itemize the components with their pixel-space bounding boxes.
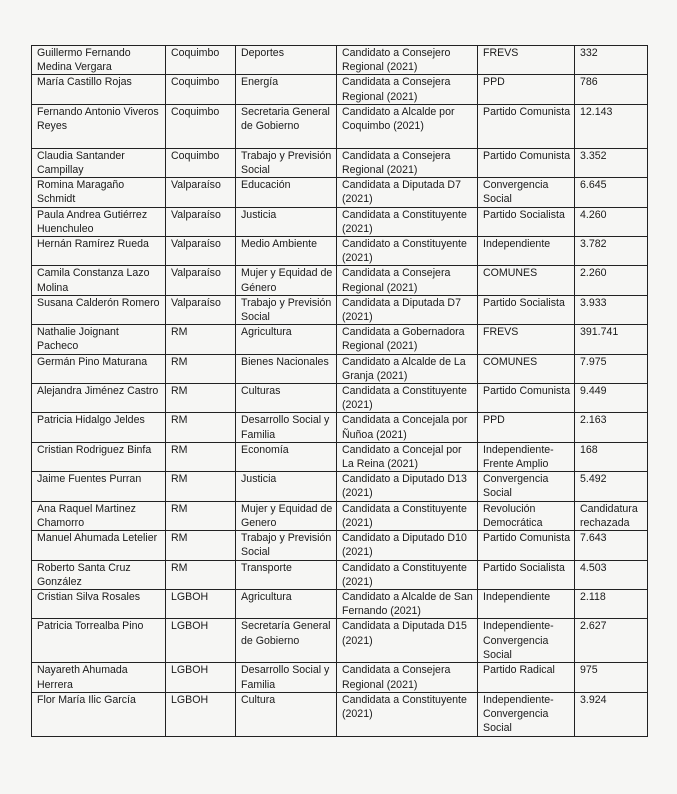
table-row: [32, 560, 648, 589]
cell-name: Cristian Silva Rosales: [32, 589, 166, 618]
cell-votes: 3.933: [575, 295, 648, 324]
cell-votes: 975: [575, 663, 648, 692]
cell-candidacy: Candidata a Concejala por Ñuñoa (2021): [337, 413, 478, 442]
cell-region: RM: [166, 560, 236, 589]
cell-candidacy: Candidata a Diputada D15 (2021): [337, 619, 478, 663]
cell-party: Convergencia Social: [478, 472, 575, 501]
cell-ministry: Bienes Nacionales: [236, 354, 337, 383]
cell-candidacy: Candidata a Consejera Regional (2021): [337, 148, 478, 177]
cell-party: COMUNES: [478, 266, 575, 295]
cell-candidacy: Candidata a Consejera Regional (2021): [337, 663, 478, 692]
cell-name: Manuel Ahumada Letelier: [32, 531, 166, 560]
cell-candidacy: Candidato a Concejal por La Reina (2021): [337, 442, 478, 471]
cell-party: Convergencia Social: [478, 178, 575, 207]
cell-party: Independiente-Convergencia Social: [478, 619, 575, 663]
table-row: [32, 692, 648, 736]
cell-ministry: Mujer y Equidad de Género: [236, 266, 337, 295]
cell-region: LGBOH: [166, 589, 236, 618]
cell-party: Partido Comunista: [478, 104, 575, 148]
cell-candidacy: Candidata a Gobernadora Regional (2021): [337, 325, 478, 354]
cell-ministry: Educación: [236, 178, 337, 207]
cell-candidacy: Candidato a Alcalde por Coquimbo (2021): [337, 104, 478, 148]
cell-votes: 4.260: [575, 207, 648, 236]
cell-name: Camila Constanza Lazo Molina: [32, 266, 166, 295]
cell-name: Roberto Santa Cruz González: [32, 560, 166, 589]
cell-region: RM: [166, 354, 236, 383]
cell-votes: Candidatura rechazada: [575, 501, 648, 530]
cell-candidacy: Candidato a Diputado D10 (2021): [337, 531, 478, 560]
cell-candidacy: Candidata a Consejera Regional (2021): [337, 75, 478, 104]
table-row: [32, 472, 648, 501]
cell-region: RM: [166, 442, 236, 471]
cell-region: Valparaíso: [166, 178, 236, 207]
cell-party: Revolución Democrática: [478, 501, 575, 530]
cell-votes: 2.118: [575, 589, 648, 618]
cell-region: LGBOH: [166, 663, 236, 692]
cell-ministry: Secretaría General de Gobierno: [236, 619, 337, 663]
table-row: [32, 266, 648, 295]
cell-party: COMUNES: [478, 354, 575, 383]
cell-votes: 3.924: [575, 692, 648, 736]
cell-ministry: Deportes: [236, 46, 337, 75]
cell-ministry: Mujer y Equidad de Genero: [236, 501, 337, 530]
cell-party: Independiente-Frente Amplio: [478, 442, 575, 471]
cell-name: Patricia Hidalgo Jeldes: [32, 413, 166, 442]
cell-region: Valparaíso: [166, 295, 236, 324]
cell-ministry: Justicia: [236, 207, 337, 236]
table-row: [32, 589, 648, 618]
cell-ministry: Economía: [236, 442, 337, 471]
cell-region: RM: [166, 413, 236, 442]
cell-votes: 5.492: [575, 472, 648, 501]
cell-name: Susana Calderón Romero: [32, 295, 166, 324]
cell-ministry: Cultura: [236, 692, 337, 736]
cell-votes: 786: [575, 75, 648, 104]
cell-votes: 391.741: [575, 325, 648, 354]
cell-ministry: Justicia: [236, 472, 337, 501]
cell-party: Independiente: [478, 589, 575, 618]
cell-ministry: Transporte: [236, 560, 337, 589]
cell-ministry: Agricultura: [236, 325, 337, 354]
cell-name: Patricia Torrealba Pino: [32, 619, 166, 663]
cell-region: Valparaíso: [166, 266, 236, 295]
table-row: [32, 295, 648, 324]
cell-party: FREVS: [478, 46, 575, 75]
table-row: [32, 75, 648, 104]
table-row: [32, 46, 648, 75]
cell-votes: 4.503: [575, 560, 648, 589]
cell-votes: 168: [575, 442, 648, 471]
cell-ministry: Trabajo y Previsión Social: [236, 531, 337, 560]
cell-ministry: Secretaria General de Gobierno: [236, 104, 337, 148]
cell-name: Guillermo Fernando Medina Vergara: [32, 46, 166, 75]
cell-name: Nathalie Joignant Pacheco: [32, 325, 166, 354]
table-row: [32, 178, 648, 207]
cell-region: RM: [166, 501, 236, 530]
cell-candidacy: Candidata a Diputada D7 (2021): [337, 295, 478, 324]
table-row: [32, 501, 648, 530]
cell-votes: 2.627: [575, 619, 648, 663]
cell-party: Independiente: [478, 237, 575, 266]
cell-name: Flor María Ilic García: [32, 692, 166, 736]
cell-name: Claudia Santander Campillay: [32, 148, 166, 177]
cell-party: Partido Socialista: [478, 560, 575, 589]
cell-votes: 2.163: [575, 413, 648, 442]
cell-name: Jaime Fuentes Purran: [32, 472, 166, 501]
cell-votes: 6.645: [575, 178, 648, 207]
table-row: [32, 354, 648, 383]
cell-party: Partido Socialista: [478, 207, 575, 236]
cell-ministry: Medio Ambiente: [236, 237, 337, 266]
cell-candidacy: Candidato a Constituyente (2021): [337, 237, 478, 266]
cell-votes: 12.143: [575, 104, 648, 148]
cell-name: Romina Maragaño Schmidt: [32, 178, 166, 207]
cell-ministry: Culturas: [236, 384, 337, 413]
cell-name: Ana Raquel Martinez Chamorro: [32, 501, 166, 530]
cell-votes: 3.352: [575, 148, 648, 177]
cell-party: PPD: [478, 413, 575, 442]
cell-ministry: Energía: [236, 75, 337, 104]
cell-candidacy: Candidato a Diputado D13 (2021): [337, 472, 478, 501]
table-row: [32, 325, 648, 354]
cell-candidacy: Candidata a Diputada D7 (2021): [337, 178, 478, 207]
table-row: [32, 384, 648, 413]
cell-name: Nayareth Ahumada Herrera: [32, 663, 166, 692]
table-row: [32, 619, 648, 663]
cell-votes: 2.260: [575, 266, 648, 295]
cell-region: LGBOH: [166, 619, 236, 663]
cell-candidacy: Candidata a Constituyente (2021): [337, 384, 478, 413]
cell-ministry: Trabajo y Previsión Social: [236, 295, 337, 324]
cell-ministry: Desarrollo Social y Familia: [236, 413, 337, 442]
cell-region: Coquimbo: [166, 75, 236, 104]
cell-votes: 7.975: [575, 354, 648, 383]
cell-region: Valparaíso: [166, 237, 236, 266]
cell-name: Alejandra Jiménez Castro: [32, 384, 166, 413]
table-row: [32, 237, 648, 266]
table-body: [32, 46, 648, 737]
candidates-table: [31, 45, 648, 737]
cell-region: Coquimbo: [166, 104, 236, 148]
cell-name: María Castillo Rojas: [32, 75, 166, 104]
table-row: [32, 148, 648, 177]
cell-candidacy: Candidato a Consejero Regional (2021): [337, 46, 478, 75]
table-row: [32, 413, 648, 442]
cell-votes: 7.643: [575, 531, 648, 560]
cell-region: RM: [166, 325, 236, 354]
cell-candidacy: Candidato a Alcalde de La Granja (2021): [337, 354, 478, 383]
table-row: [32, 207, 648, 236]
cell-party: Partido Radical: [478, 663, 575, 692]
cell-candidacy: Candidata a Constituyente (2021): [337, 692, 478, 736]
table-row: [32, 663, 648, 692]
cell-votes: 332: [575, 46, 648, 75]
cell-region: RM: [166, 384, 236, 413]
cell-candidacy: Candidato a Constituyente (2021): [337, 560, 478, 589]
cell-candidacy: Candidato a Alcalde de San Fernando (2021): [337, 589, 478, 618]
cell-party: PPD: [478, 75, 575, 104]
cell-name: Paula Andrea Gutiérrez Huenchuleo: [32, 207, 166, 236]
cell-region: Coquimbo: [166, 148, 236, 177]
cell-ministry: Trabajo y Previsión Social: [236, 148, 337, 177]
cell-name: Fernando Antonio Viveros Reyes: [32, 104, 166, 148]
cell-party: Partido Comunista: [478, 384, 575, 413]
cell-region: RM: [166, 472, 236, 501]
cell-name: Germán Pino Maturana: [32, 354, 166, 383]
cell-name: Cristian Rodriguez Binfa: [32, 442, 166, 471]
table-row: [32, 531, 648, 560]
cell-candidacy: Candidata a Consejera Regional (2021): [337, 266, 478, 295]
cell-region: Coquimbo: [166, 46, 236, 75]
cell-ministry: Desarrollo Social y Familia: [236, 663, 337, 692]
cell-votes: 3.782: [575, 237, 648, 266]
cell-party: Independiente-Convergencia Social: [478, 692, 575, 736]
cell-region: Valparaíso: [166, 207, 236, 236]
cell-ministry: Agricultura: [236, 589, 337, 618]
table-row: [32, 442, 648, 471]
cell-candidacy: Candidata a Constituyente (2021): [337, 207, 478, 236]
cell-votes: 9.449: [575, 384, 648, 413]
cell-region: RM: [166, 531, 236, 560]
cell-candidacy: Candidata a Constituyente (2021): [337, 501, 478, 530]
cell-name: Hernán Ramírez Rueda: [32, 237, 166, 266]
cell-party: Partido Comunista: [478, 531, 575, 560]
cell-party: Partido Socialista: [478, 295, 575, 324]
cell-party: FREVS: [478, 325, 575, 354]
table-row: [32, 104, 648, 148]
cell-region: LGBOH: [166, 692, 236, 736]
cell-party: Partido Comunista: [478, 148, 575, 177]
